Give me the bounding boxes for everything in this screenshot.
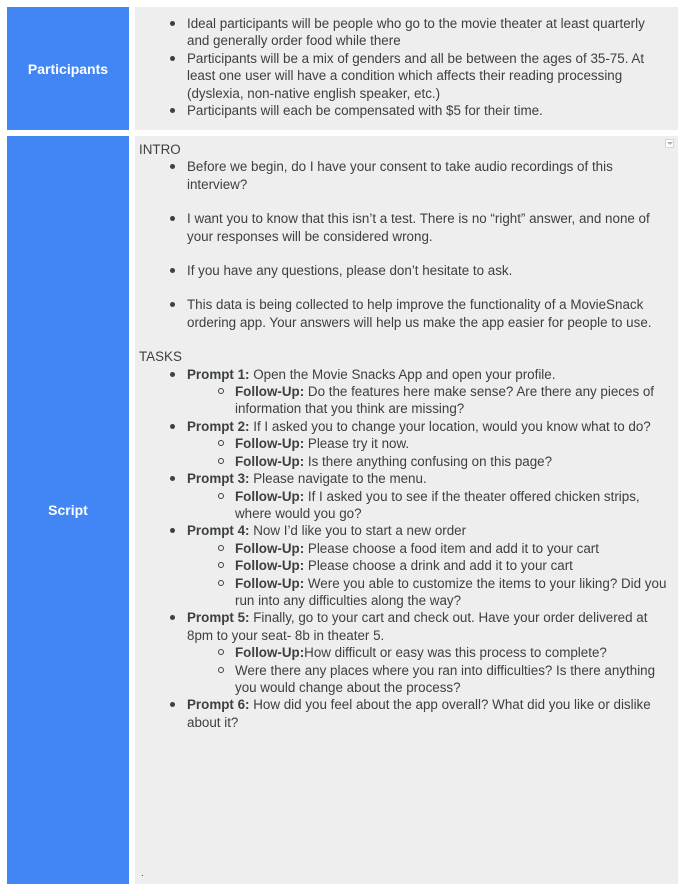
script-row bbox=[7, 136, 678, 884]
intro-list bbox=[139, 158, 670, 331]
followup-label: Follow-Up: bbox=[235, 436, 305, 452]
prompt-label: Prompt 5: bbox=[187, 610, 250, 626]
intro-item-1: Before we begin, do I have your consent to take audio recordings of this interview? bbox=[139, 158, 670, 193]
followup-item bbox=[187, 435, 670, 452]
participants-label: Participants bbox=[7, 7, 129, 130]
followup-item bbox=[187, 662, 670, 697]
prompt-item bbox=[139, 418, 670, 470]
followup-text: If I asked you to see if the theater offered chicken strips, where would you go? bbox=[235, 488, 640, 521]
followup-text: Were you able to customize the items to your liking? Did you run into any difficulties along the way? bbox=[235, 575, 667, 608]
followup-text: How difficult or easy was this process to complete? bbox=[304, 645, 607, 661]
followup-item bbox=[187, 383, 670, 418]
followup-list bbox=[187, 540, 670, 610]
followup-list bbox=[187, 435, 670, 470]
prompt-label: Prompt 6: bbox=[187, 697, 250, 713]
prompt-text: If I asked you to change your location, would you know what to do? bbox=[249, 418, 651, 434]
intro-item-2: I want you to know that this isn’t a test. There is no “right” answer, and none of your responses will be considered wrong. bbox=[139, 210, 670, 245]
followup-list bbox=[187, 383, 670, 418]
participants-content bbox=[135, 7, 678, 130]
tasks-list bbox=[139, 366, 670, 732]
prompt-text: How did you feel about the app overall? What did you like or dislike about it? bbox=[187, 697, 651, 730]
prompt-item bbox=[139, 609, 670, 696]
prompt-item bbox=[139, 522, 670, 609]
followup-text: Please choose a drink and add it to your cart bbox=[304, 558, 573, 574]
participants-list bbox=[139, 15, 670, 119]
script-label: Script bbox=[7, 136, 129, 884]
followup-label: Follow-Up: bbox=[235, 645, 305, 661]
followup-item bbox=[187, 453, 670, 470]
dropdown-arrow-icon[interactable] bbox=[665, 139, 674, 148]
followup-list bbox=[187, 644, 670, 696]
prompt-text: Open the Movie Snacks App and open your profile. bbox=[249, 366, 556, 382]
participants-item-3: Participants will each be compensated with $5 for their time. bbox=[139, 102, 670, 119]
prompt-label: Prompt 3: bbox=[187, 471, 250, 487]
followup-list bbox=[187, 488, 670, 523]
prompt-label: Prompt 4: bbox=[187, 523, 250, 539]
followup-item bbox=[187, 575, 670, 610]
prompt-label: Prompt 1: bbox=[187, 366, 250, 382]
followup-text: Is there anything confusing on this page? bbox=[304, 453, 553, 469]
trailing-mark: . bbox=[141, 867, 144, 879]
script-content bbox=[135, 136, 678, 884]
prompt-text: Please navigate to the menu. bbox=[249, 471, 427, 487]
followup-text: Do the features here make sense? Are there any pieces of information that you think are missing? bbox=[235, 384, 655, 417]
intro-item-4: This data is being collected to help improve the functionality of a MovieSnack ordering app. Your answers will help us make the app easier for people to use. bbox=[139, 296, 670, 331]
tasks-heading: TASKS bbox=[139, 349, 182, 365]
followup-text: Please choose a food item and add it to your cart bbox=[304, 540, 599, 556]
intro-item-3: If you have any questions, please don’t hesitate to ask. bbox=[139, 262, 670, 279]
participants-row bbox=[7, 7, 678, 130]
prompt-item bbox=[139, 696, 670, 731]
followup-label: Follow-Up: bbox=[235, 558, 305, 574]
followup-label: Follow-Up: bbox=[235, 488, 305, 504]
intro-heading: INTRO bbox=[139, 142, 181, 157]
followup-item bbox=[187, 488, 670, 523]
prompt-item bbox=[139, 366, 670, 418]
followup-label: Follow-Up: bbox=[235, 384, 305, 400]
followup-text: Please try it now. bbox=[304, 436, 410, 452]
prompt-text: Finally, go to your cart and check out. Have your order delivered at 8pm to your seat- 8b in theater 5. bbox=[187, 610, 648, 643]
prompt-text: Now I’d like you to start a new order bbox=[249, 523, 467, 539]
followup-label: Follow-Up: bbox=[235, 453, 305, 469]
followup-label: Follow-Up: bbox=[235, 540, 305, 556]
followup-item bbox=[187, 557, 670, 574]
followup-label: Follow-Up: bbox=[235, 575, 305, 591]
prompt-label: Prompt 2: bbox=[187, 418, 250, 434]
followup-text: Were there any places where you ran into difficulties? Is there anything you would change about the process? bbox=[235, 662, 656, 695]
followup-item bbox=[187, 644, 670, 661]
prompt-item bbox=[139, 470, 670, 522]
followup-item bbox=[187, 540, 670, 557]
participants-item-2: Participants will be a mix of genders and all be between the ages of 35-75. At least one user will have a condition which affects their reading processing (dyslexia, non-native english speaker, etc.) bbox=[139, 50, 670, 102]
participants-item-1: Ideal participants will be people who go to the movie theater at least quarterly and generally order food while there bbox=[139, 15, 670, 50]
